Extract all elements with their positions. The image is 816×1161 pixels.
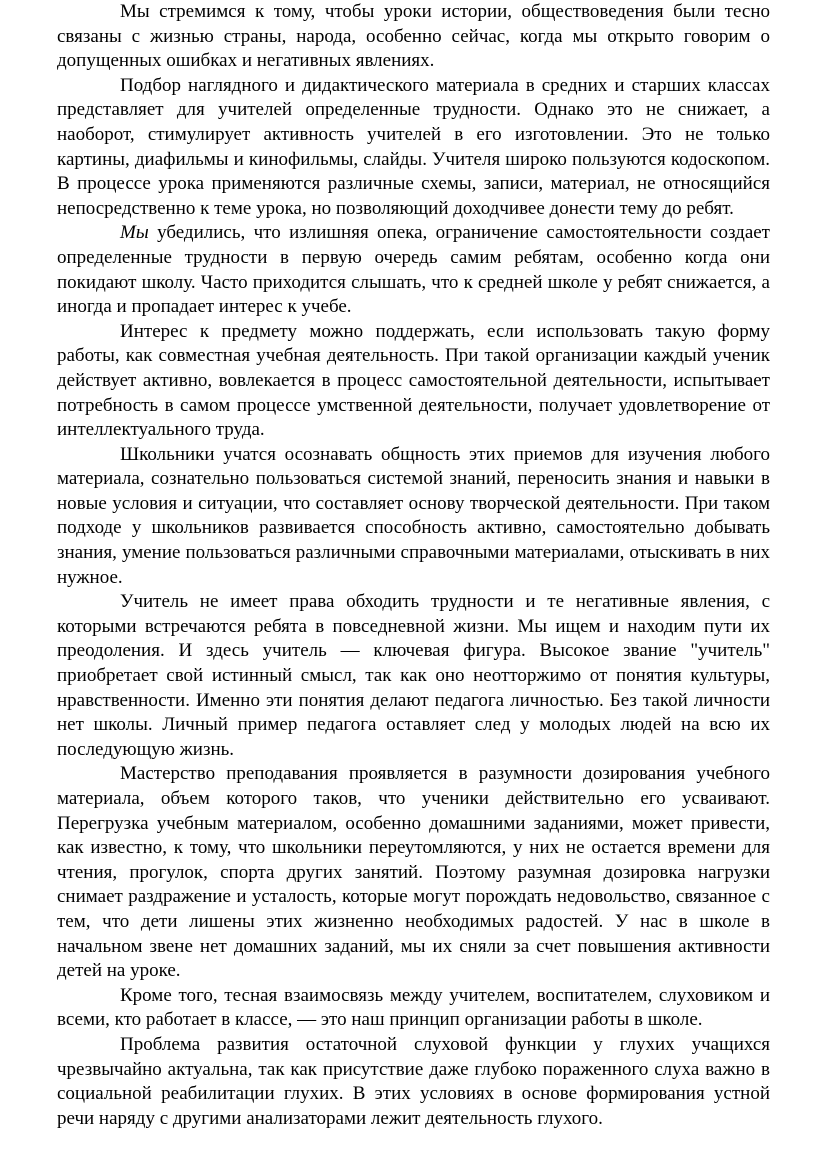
paragraph-3 bbox=[57, 221, 770, 319]
paragraph-4 bbox=[57, 320, 770, 443]
paragraph-4-text: Интерес к предмету можно поддержать, если использовать такую форму работы, как совместная учебная деятельность. При такой организации каждый ученик действует активно, вовлекается в процесс самостоятельной деятельности, испытывает потребность в самом процессе умственной деятельности, получает удовлетворение от интеллектуального труда. bbox=[57, 320, 770, 441]
paragraph-6-text: Учитель не имеет права обходить трудности и те негативные явления, с которыми встречаются ребята в повседневной жизни. Мы ищем и находим пути их преодоления. И здесь учитель — ключевая фигура. Высокое звание "учитель" приобретает свой истинный смысл, так как оно неотторжимо от понятия культуры, нравственности. Именно эти понятия делают педагога личностью. Без такой личности нет школы. Личный пример педагога оставляет след у молодых людей на всю их последующую жизнь. bbox=[57, 591, 770, 760]
paragraph-7-text: Мастерство преподавания проявляется в разумности дозирования учебного материала, объем которого таков, что ученики действительно его усваивают. Перегрузка учебным материалом, особенно домашними заданиями, может привести, как известно, к тому, что школьники переутомляются, у них не остается времени для чтения, прогулок, спорта других занятий. Поэтому разумная дозировка нагрузки снимает раздражение и усталость, которые могут порождать недовольство, связанное с тем, что дети лишены этих жизненно необходимых радостей. У нас в школе в начальном звене нет домашних заданий, мы их сняли за счет повышения активности детей на уроке. bbox=[57, 763, 770, 982]
paragraph-8-text: Кроме того, тесная взаимосвязь между учителем, воспитателем, слуховиком и всеми, кто работает в классе, — это наш принцип организации работы в школе. bbox=[57, 984, 770, 1031]
paragraph-1 bbox=[57, 0, 770, 74]
paragraph-5 bbox=[57, 443, 770, 591]
paragraph-5-text: Школьники учатся осознавать общность этих приемов для изучения любого материала, сознательно пользоваться системой знаний, переносить знания и навыки в новые условия и ситуации, что составляет основу творческой деятельности. При таком подходе у школьников развивается способность активно, самостоятельно добывать знания, умение пользоваться различными справочными материалами, отыскивать в них нужное. bbox=[57, 443, 770, 588]
paragraph-9 bbox=[57, 1033, 770, 1131]
paragraph-3-italic-lead: Мы bbox=[120, 222, 149, 244]
paragraph-1-text: Мы стремимся к тому, чтобы уроки истории, обществоведения были тесно связаны с жизнью страны, народа, особенно сейчас, когда мы открыто говорим о допущенных ошибках и негативных явлениях. bbox=[57, 1, 770, 72]
paragraph-7 bbox=[57, 762, 770, 983]
paragraph-2-text: Подбор наглядного и дидактического материала в средних и старших классах представляет для учителей определенные трудности. Однако это не снижает, а наоборот, стимулирует активность учителей в его изготовлении. Это не только картины, диафильмы и кинофильмы, слайды. Учителя широко пользуются кодоскопом. В процессе урока применяются различные схемы, записи, материал, не относящийся непосредственно к теме урока, но позволяющий доходчивее донести тему до ребят. bbox=[57, 74, 770, 219]
paragraph-8 bbox=[57, 984, 770, 1033]
paragraph-9-text: Проблема развития остаточной слуховой функции у глухих учащихся чрезвычайно актуальна, так как присутствие даже глубоко пораженного слуха важно в социальной реабилитации глухих. В этих условиях в основе формирования устной речи наряду с другими анализаторами лежит деятельность глухого. bbox=[57, 1033, 770, 1129]
paragraph-6 bbox=[57, 590, 770, 762]
paragraph-2 bbox=[57, 74, 770, 222]
paragraph-3-text: убедились, что излишняя опека, ограничение самостоятельности создает определенные трудности в первую очередь самим ребятам, особенно когда они покидают школу. Часто приходится слышать, что к средней школе у ребят снижается, а иногда и пропадает интерес к учебе. bbox=[57, 222, 770, 318]
